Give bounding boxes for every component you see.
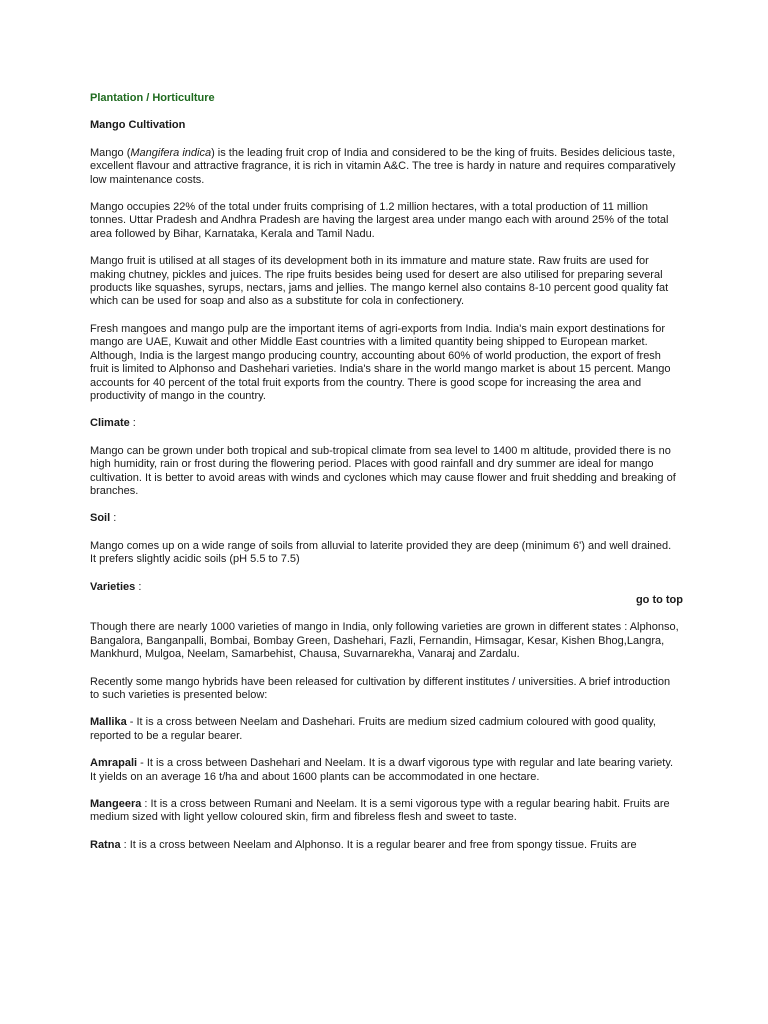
intro-paragraph-2: Mango occupies 22% of the total under fruits comprising of 1.2 million hectares, with a total production of 11 million tonnes. Uttar Pradesh and Andhra Pradesh are having the largest area under mango each with around 25% of the total area followed by Bihar, Karnataka, Kerala and Tamil Nadu. xyxy=(90,201,669,240)
hybrid-sep: - xyxy=(137,757,147,770)
hybrid-sep: - xyxy=(126,716,137,729)
document-page xyxy=(90,92,683,866)
hybrid-desc: It is a cross between Dashehari and Neelam. It is a dwarf vigorous type with regular and late bearing variety. It yields on an average 16 t/ha and about 1600 plants can be accommodated in one hectare. xyxy=(90,757,674,783)
varieties-heading-label: Varieties xyxy=(90,580,136,593)
hybrid-name: Amrapali xyxy=(90,757,138,770)
hybrid-name: Mallika xyxy=(90,716,127,729)
climate-heading xyxy=(90,417,680,430)
soil-heading-suffix: : xyxy=(110,512,117,525)
intro-paragraph-4: Fresh mangoes and mango pulp are the important items of agri-exports from India. India's main export destinations for mango are UAE, Kuwait and other Middle East countries with a limited quantity being shipped to European market. Although, India is the largest mango producing country, accounting about 60% of world production, the export of fresh fruit is limited to Alphonso and Dashehari varieties. India's share in the world mango market is about 15 percent. Mango accounts for 40 percent of the total fruit exports from the country. There is good scope for increasing the area and productivity of mango in the country. xyxy=(90,322,671,402)
soil-heading-label: Soil xyxy=(90,512,111,525)
breadcrumb: Plantation / Horticulture xyxy=(90,92,215,104)
go-to-top-link[interactable]: go to top xyxy=(635,593,683,606)
varieties-paragraph-2: Recently some mango hybrids have been released for cultivation by different institutes / universities. A brief introduction to such varieties is presented below: xyxy=(90,675,671,701)
hybrid-amrapali xyxy=(90,757,680,784)
hybrid-sep: : xyxy=(141,798,151,811)
hybrid-ratna xyxy=(90,839,680,852)
hybrid-name: Mangeera xyxy=(90,798,142,811)
hybrid-mallika xyxy=(90,716,680,743)
varieties-paragraph-1: Though there are nearly 1000 varieties of mango in India, only following varieties are grown in different states : Alphonso, Bangalora, Banganpalli, Bombai, Bombay Green, Dashehari, Fazli, Fernandin, Himsagar, Kesar, Kishen Bhog,Langra, Mankhurd, Mulgoa, Neelam, Samarbehist, Chausa, Suvarnarekha, Vanaraj and Zardalu. xyxy=(90,621,679,661)
soil-heading xyxy=(90,512,680,525)
climate-heading-label: Climate xyxy=(90,417,130,430)
intro-paragraph-1 xyxy=(90,147,680,187)
hybrid-sep: : xyxy=(120,838,130,851)
varieties-heading-suffix: : xyxy=(135,580,142,593)
page-title: Mango Cultivation xyxy=(90,119,186,132)
hybrid-mangeera xyxy=(90,798,680,825)
intro-text-cont: ) is the leading fruit crop of India and considered to be the king of fruits. Besides delicious taste, excellent flavour and attractive fragrance, it is rich in vitamin A&C. The tree is hardy in nature and requires comparatively low maintenance costs. xyxy=(90,146,676,186)
climate-heading-suffix: : xyxy=(129,417,136,430)
soil-paragraph: Mango comes up on a wide range of soils from alluvial to laterite provided they are deep (minimum 6') and well drained. It prefers slightly acidic soils (pH 5.5 to 7.5) xyxy=(90,539,672,566)
intro-paragraph-3: Mango fruit is utilised at all stages of its development both in its immature and mature state. Raw fruits are used for making chutney, pickles and juices. The ripe fruits besides being used for desert are also utilised for preparing several products like squashes, syrups, nectars, jams and jellies. The mango kernel also contains 8-10 percent good quality fat which can be used for soap and also as a substitute for cola in confectionery. xyxy=(90,255,669,308)
hybrid-name: Ratna xyxy=(90,838,121,851)
botanical-name: Mangifera indica xyxy=(130,146,212,159)
intro-text: Mango ( xyxy=(90,146,131,159)
climate-paragraph: Mango can be grown under both tropical and sub-tropical climate from sea level to 1400 m altitude, provided there is no high humidity, rain or frost during the flowering period. Places with good rainfall and dry summer are ideal for mango cultivation. It is better to avoid areas with winds and cyclones which may cause flower and fruit shedding and breaking of branches. xyxy=(90,444,676,497)
varieties-heading xyxy=(90,581,680,594)
hybrid-desc: It is a cross between Neelam and Alphonso. It is a regular bearer and free from spongy tissue. Fruits are xyxy=(129,838,637,851)
hybrid-desc: It is a cross between Rumani and Neelam. It is a semi vigorous type with a regular bearing habit. Fruits are medium sized with light yellow coloured skin, firm and fibreless flesh and sweet to taste. xyxy=(90,798,670,824)
hybrid-desc: It is a cross between Neelam and Dashehari. Fruits are medium sized cadmium coloured with good quality, reported to be a regular bearer. xyxy=(90,716,656,742)
